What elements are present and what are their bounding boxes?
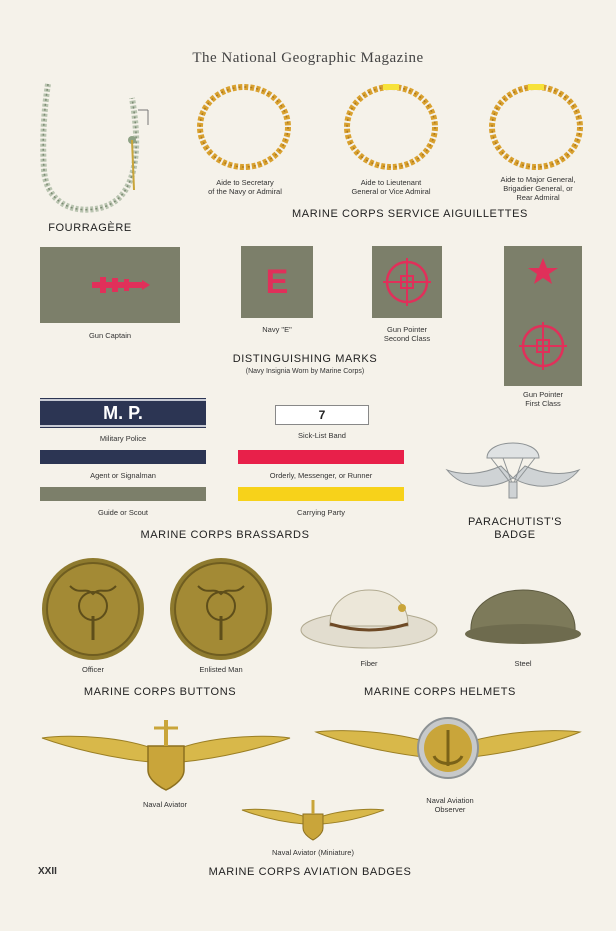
caption-line: Gun Pointer [386, 325, 428, 334]
fiber-helmet-image [298, 558, 440, 654]
caption-line: Naval Aviation [426, 796, 474, 805]
aiguillette-lieutenant-general-caption [326, 178, 456, 196]
caption-line: Rear Admiral [516, 193, 560, 202]
distinguishing-marks-subtitle: (Navy Insignia Worn by Marine Corps) [245, 368, 365, 375]
navy-e-patch [241, 246, 313, 318]
naval-aviator-miniature-badge-image [240, 798, 386, 844]
sick-list-number: 7 [318, 408, 326, 422]
page-number: XXII [38, 866, 57, 877]
officer-button-image [40, 556, 146, 662]
orderly-band [238, 450, 404, 464]
enlisted-button-image [168, 556, 274, 662]
gun-pointer-second-patch [372, 246, 442, 318]
aiguillette-major-general-caption [478, 175, 598, 202]
helmets-section-title: MARINE CORPS HELMETS [364, 686, 516, 698]
enlisted-button-caption: Enlisted Man [199, 665, 243, 674]
carrying-party-caption: Carrying Party [297, 508, 345, 517]
caption-line: Gun Pointer [522, 390, 564, 399]
caption-line: PARACHUTIST'S [467, 516, 563, 528]
military-police-caption: Military Police [99, 434, 147, 443]
agent-signalman-band [40, 450, 206, 464]
fourragere-cord-image [30, 80, 150, 220]
gun-pointer-first-caption [498, 390, 588, 408]
caption-line: Brigadier General, or [503, 184, 573, 193]
caption-line: BADGE [494, 529, 536, 541]
aiguillette-secretary-caption [180, 178, 310, 196]
navy-e-caption: Navy "E" [262, 325, 292, 334]
gun-pointer-second-caption [362, 325, 452, 343]
caption-line: Aide to Lieutenant [360, 178, 422, 187]
caption-line: Second Class [383, 334, 431, 343]
officer-button-caption: Officer [82, 665, 104, 674]
steel-helmet-caption: Steel [514, 659, 532, 668]
distinguishing-marks-title: DISTINGUISHING MARKS [232, 353, 378, 365]
fourragere-label: FOURRAGÈRE [48, 222, 132, 234]
aiguillettes-section-title: MARINE CORPS SERVICE AIGUILLETTES [292, 208, 528, 220]
aiguillette-major-general-image [488, 82, 584, 172]
aiguillette-lieutenant-general-image [343, 82, 439, 172]
orderly-caption: Orderly, Messenger, or Runner [269, 471, 373, 480]
naval-aviation-observer-badge-image [314, 714, 582, 786]
agent-signalman-caption: Agent or Signalman [90, 471, 156, 480]
parachutist-badge-caption [450, 516, 580, 542]
naval-aviator-miniature-caption: Naval Aviator (Miniature) [272, 848, 354, 857]
magazine-title: The National Geographic Magazine [192, 50, 424, 66]
gun-captain-caption: Gun Captain [88, 331, 132, 340]
aiguillette-secretary-image [196, 82, 292, 172]
navy-e-glyph: E [265, 263, 289, 301]
sick-list-band [275, 405, 369, 425]
brassards-section-title: MARINE CORPS BRASSARDS [140, 529, 310, 541]
caption-line: Observer [434, 805, 466, 814]
gun-captain-patch [40, 247, 180, 323]
naval-aviator-badge-image [40, 716, 292, 796]
steel-helmet-image [463, 562, 583, 654]
parachutist-badge-image [443, 430, 583, 510]
caption-line: Aide to Major General, [500, 175, 576, 184]
naval-aviation-observer-caption [390, 796, 510, 814]
fiber-helmet-caption: Fiber [360, 659, 378, 668]
buttons-section-title: MARINE CORPS BUTTONS [83, 686, 237, 698]
caption-line: Aide to Secretary [216, 178, 274, 187]
gun-pointer-first-patch [504, 246, 582, 386]
carrying-party-band [238, 487, 404, 501]
guide-scout-band [40, 487, 206, 501]
naval-aviator-caption: Naval Aviator [142, 800, 188, 809]
guide-scout-caption: Guide or Scout [97, 508, 149, 517]
caption-line: General or Vice Admiral [351, 187, 431, 196]
caption-line: of the Navy or Admiral [208, 187, 282, 196]
sick-list-caption: Sick-List Band [298, 431, 346, 440]
aviation-badges-section-title: MARINE CORPS AVIATION BADGES [208, 866, 412, 878]
caption-line: First Class [525, 399, 561, 408]
mp-band-text: M. P. [103, 403, 143, 423]
military-police-band [40, 398, 206, 428]
